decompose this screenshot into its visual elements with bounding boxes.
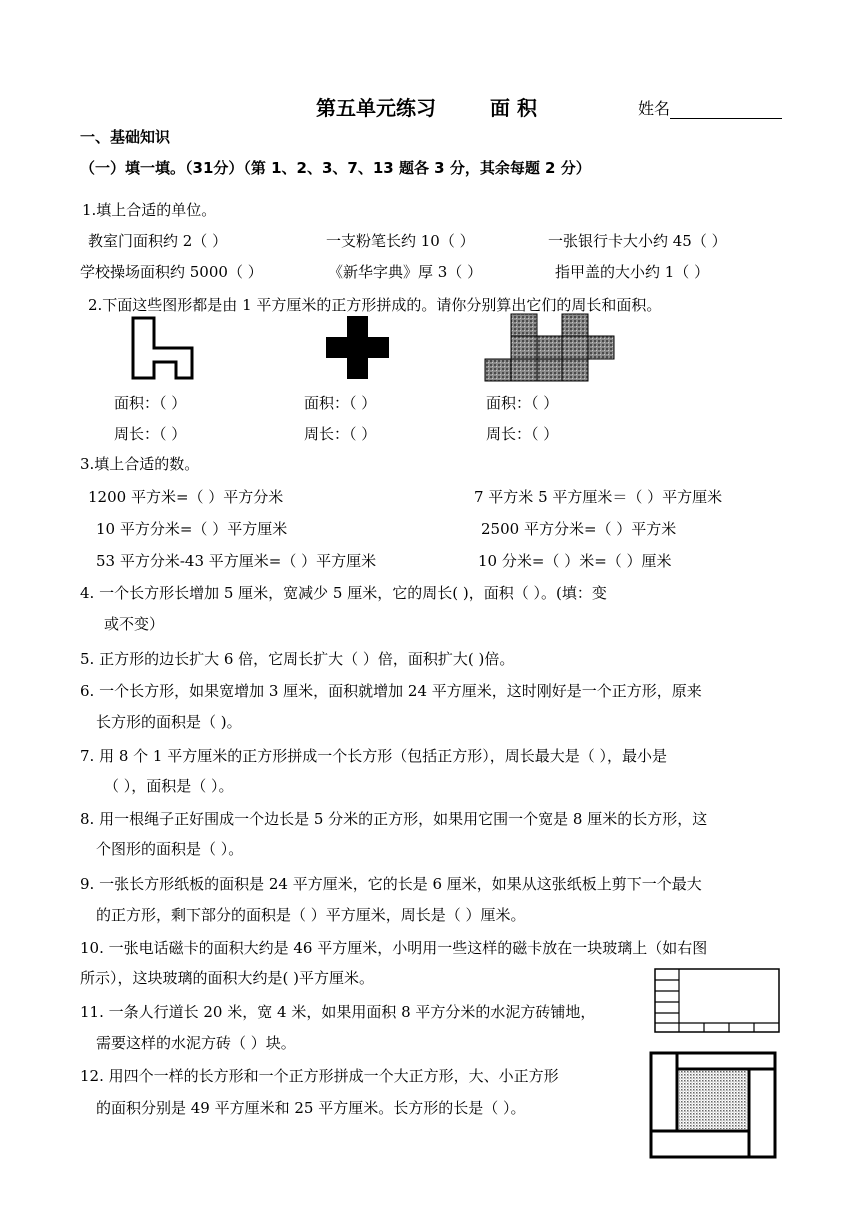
q11-line2[interactable]: 需要这样的水泥方砖（ ）块。 bbox=[96, 1034, 296, 1052]
q3-item-6[interactable]: 10 分米=（ ）米=（ ）厘米 bbox=[478, 552, 672, 570]
square-rectangles-figure bbox=[648, 1050, 778, 1160]
q9-line1: 9. 一张长方形纸板的面积是 24 平方厘米，它的长是 6 厘米，如果从这张纸板上剪下一个最大 bbox=[80, 875, 702, 893]
q4-line1[interactable]: 4. 一个长方形长增加 5 厘米，宽减少 5 厘米，它的周长( )，面积（ ）。(填：变 bbox=[80, 584, 607, 602]
q1-item-5[interactable]: 《新华字典》厚 3（ ） bbox=[328, 263, 483, 281]
title-text: 第五单元练习 bbox=[316, 96, 436, 120]
q6-line2[interactable]: 长方形的面积是（ )。 bbox=[96, 713, 242, 731]
q1-item-1[interactable]: 教室门面积约 2（ ） bbox=[88, 232, 228, 250]
q10-line2[interactable]: 所示），这块玻璃的面积大约是( )平方厘米。 bbox=[80, 969, 374, 987]
q2-perimeter-1[interactable]: 周长：（ ） bbox=[114, 425, 187, 443]
section-heading: 一、基础知识 bbox=[80, 128, 171, 146]
q2-area-2[interactable]: 面积：（ ） bbox=[304, 394, 377, 412]
q2-area-1[interactable]: 面积：（ ） bbox=[114, 394, 187, 412]
q8-line1: 8. 用一根绳子正好围成一个边长是 5 分米的正方形，如果用它围一个宽是 8 厘米的长方形，这 bbox=[80, 810, 708, 828]
q11-line1: 11. 一条人行道长 20 米，宽 4 米，如果用面积 8 平方分米的水泥方砖铺地， bbox=[80, 1003, 596, 1021]
q5-line1[interactable]: 5. 正方形的边长扩大 6 倍，它周长扩大（ ）倍，面积扩大( )倍。 bbox=[80, 650, 515, 668]
name-blank[interactable] bbox=[670, 100, 782, 119]
glass-cards-figure bbox=[652, 966, 782, 1034]
q7-line1[interactable]: 7. 用 8 个 1 平方厘米的正方形拼成一个长方形（包括正方形），周长最大是（ ），最小是 bbox=[80, 747, 668, 765]
name-label: 姓名 bbox=[638, 99, 671, 118]
shape-cross-figure bbox=[326, 316, 390, 380]
q3-item-4[interactable]: 2500 平方分米=（ ）平方米 bbox=[481, 520, 677, 538]
name-field[interactable] bbox=[638, 96, 782, 119]
shape-textured-figure bbox=[482, 312, 618, 384]
title-topic: 面 积 bbox=[490, 96, 537, 120]
q1-item-3[interactable]: 一张银行卡大小约 45（ ） bbox=[548, 232, 727, 250]
q12-line1: 12. 用四个一样的长方形和一个正方形拼成一个大正方形，大、小正方形 bbox=[80, 1067, 559, 1085]
q6-line1: 6. 一个长方形，如果宽增加 3 厘米，面积就增加 24 平方厘米，这时刚好是一个正方形，原来 bbox=[80, 682, 702, 700]
q1-item-2[interactable]: 一支粉笔长约 10（ ） bbox=[326, 232, 475, 250]
q1-stem: 1.填上合适的单位。 bbox=[82, 201, 217, 219]
q9-line2[interactable]: 的正方形，剩下部分的面积是（ ）平方厘米，周长是（ ）厘米。 bbox=[96, 906, 526, 924]
q2-stem: 2.下面这些图形都是由 1 平方厘米的正方形拼成的。请你分别算出它们的周长和面积。 bbox=[88, 296, 662, 314]
q8-line2[interactable]: 个图形的面积是（ ）。 bbox=[96, 840, 244, 858]
q2-perimeter-3[interactable]: 周长：（ ） bbox=[486, 425, 559, 443]
q3-item-5[interactable]: 53 平方分米-43 平方厘米=（ ）平方厘米 bbox=[96, 552, 377, 570]
q7-line2[interactable]: （ ），面积是（ ）。 bbox=[104, 777, 234, 795]
q3-stem: 3.填上合适的数。 bbox=[80, 455, 200, 473]
q4-line2: 或不变） bbox=[104, 615, 165, 633]
q12-line2[interactable]: 的面积分别是 49 平方厘米和 25 平方厘米。长方形的长是（ ）。 bbox=[96, 1099, 526, 1117]
q3-item-2[interactable]: 7 平方米 5 平方厘米＝（ ）平方厘米 bbox=[474, 488, 723, 506]
page-title bbox=[316, 92, 436, 121]
q10-line1: 10. 一张电话磁卡的面积大约是 46 平方厘米，小明用一些这样的磁卡放在一块玻璃上（如右图 bbox=[80, 939, 708, 957]
q1-item-6[interactable]: 指甲盖的大小约 1（ ） bbox=[555, 263, 710, 281]
q2-area-3[interactable]: 面积：（ ） bbox=[486, 394, 559, 412]
q1-item-4[interactable]: 学校操场面积约 5000（ ） bbox=[80, 263, 263, 281]
part-heading: （一）填一填。（31分）（第 1、2、3、7、13 题各 3 分，其余每题 2 分） bbox=[80, 159, 591, 177]
q2-perimeter-2[interactable]: 周长：（ ） bbox=[304, 425, 377, 443]
shape-outline-figure bbox=[128, 314, 198, 382]
q3-item-3[interactable]: 10 平方分米=（ ）平方厘米 bbox=[96, 520, 288, 538]
q3-item-1[interactable]: 1200 平方米=（ ）平方分米 bbox=[88, 488, 284, 506]
